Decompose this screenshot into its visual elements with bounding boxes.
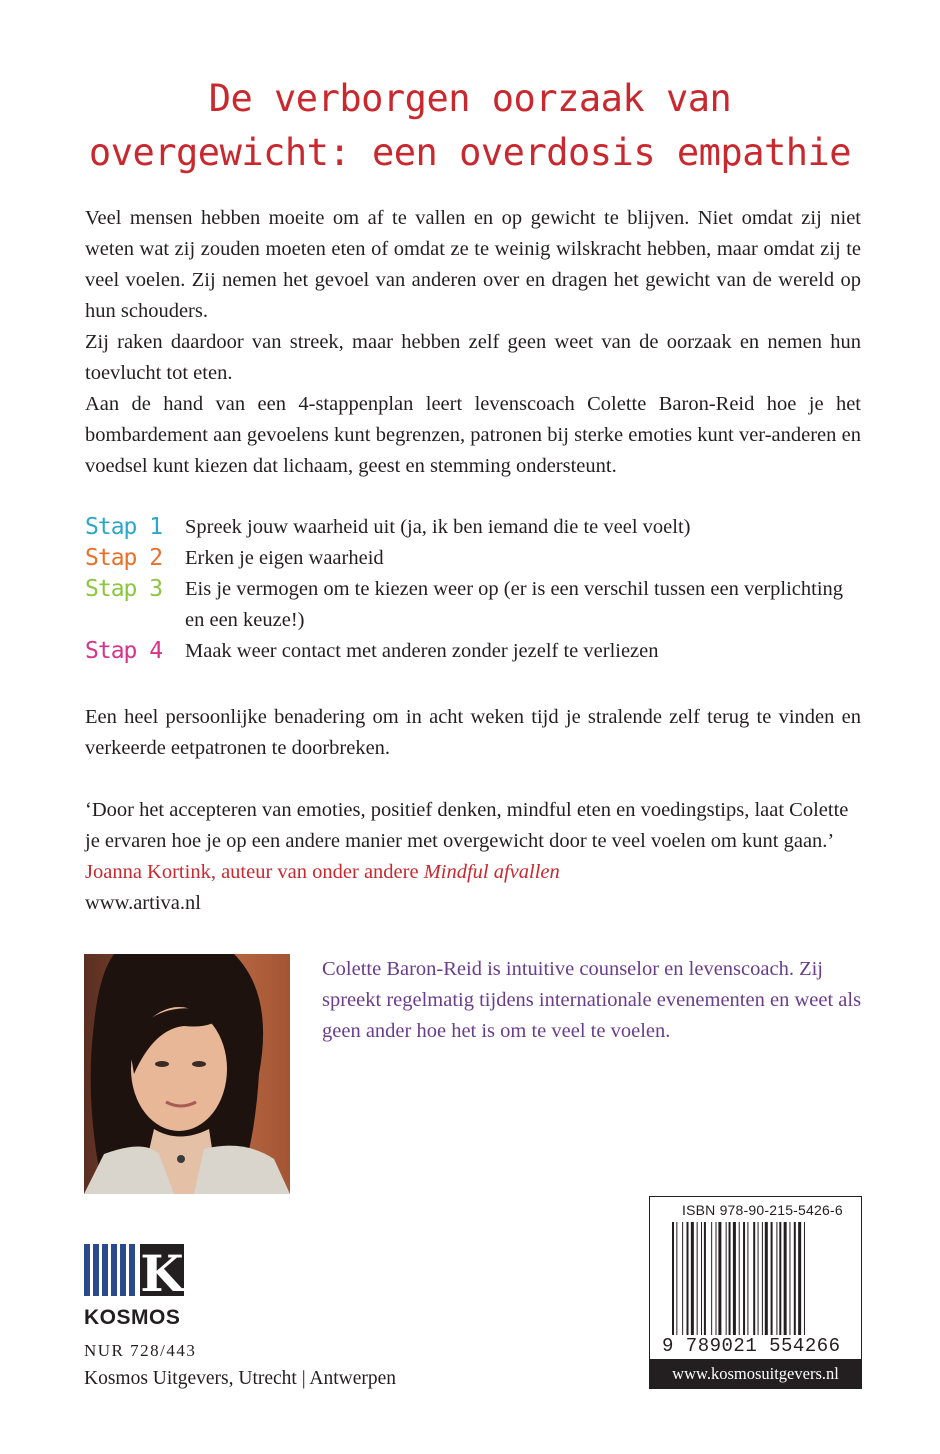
barcode-bar: [716, 1222, 717, 1337]
quote-author: Joanna Kortink, auteur van onder andere: [85, 861, 419, 883]
barcode-bar: [779, 1222, 781, 1337]
step-label: Stap 1: [85, 514, 163, 540]
nur-code: NUR 728/443: [84, 1341, 197, 1360]
barcode-bar: [697, 1222, 698, 1337]
kosmos-logo-icon: [84, 1241, 194, 1305]
barcode-bar: [687, 1222, 689, 1337]
step-item: [85, 636, 861, 667]
step-label: Stap 4: [85, 638, 163, 664]
step-label: Stap 2: [85, 545, 163, 571]
publisher-website[interactable]: www.kosmosuitgevers.nl: [649, 1359, 862, 1389]
logo-name: KOSMOS: [84, 1306, 181, 1329]
barcode-bar: [762, 1222, 763, 1337]
quote-book-title: Mindful afvallen: [423, 861, 560, 883]
barcode-bar: [765, 1222, 768, 1337]
website-link[interactable]: www.artiva.nl: [85, 892, 201, 914]
kosmos-logo: [84, 1241, 194, 1330]
barcode-bar: [729, 1222, 731, 1337]
publisher-line: Kosmos Uitgevers, Utrecht | Antwerpen: [84, 1368, 397, 1389]
barcode-bar: [718, 1222, 721, 1337]
barcode-bar: [771, 1222, 773, 1337]
step-text: Erken je eigen waarheid: [185, 547, 384, 569]
barcode-bar: [691, 1222, 694, 1337]
barcode-bar: [701, 1222, 702, 1337]
barcode-bar: [739, 1222, 740, 1337]
barcode-bar: [804, 1222, 805, 1337]
barcode-bar: [676, 1222, 677, 1337]
step-label: Stap 3: [85, 576, 163, 602]
barcode-bar: [743, 1222, 745, 1337]
steps-list: [85, 512, 861, 667]
intro-paragraph-3: Aan de hand van een 4-stappenplan leert levenscoach Colette Baron-Reid hoe je het bombardement aan gevoelens kunt begrenzen, patronen bij sterke emoties kunt ver-anderen en voedsel kunt kiezen dat lichaam, geest en stemming ondersteunt.: [85, 393, 861, 477]
quote-text: ‘Door het accepteren van emoties, positief denken, mindful eten en voedingstips, laat Colette je ervaren hoe je op een andere manier met overgewicht door te veel voelen om kunt gaan.’: [85, 799, 849, 852]
author-photo: [84, 954, 290, 1194]
intro-paragraph-1: Veel mensen hebben moeite om af te vallen en op gewicht te blijven. Niet omdat zij niet weten wat zij zouden moeten eten of omdat ze te weinig wilskracht hebben, maar omdat zij te veel voelen. Zij nemen het gevoel van anderen over en dragen het gewicht van de wereld op hun schouders.: [85, 207, 861, 322]
barcode-bar: [798, 1222, 801, 1337]
barcode-bar: [726, 1222, 727, 1337]
barcode-digits: 9 789021 554266: [662, 1335, 841, 1357]
step-text: Eis je vermogen om te kiezen weer op (er is een verschil tussen een verplichting en een keuze!): [185, 578, 844, 631]
author-portrait-image: [84, 954, 290, 1194]
summary-text: Een heel persoonlijke benadering om in acht weken tijd je stralende zelf terug te vinden en verkeerde eetpatronen te doorbreken.: [85, 706, 861, 759]
step-text: Spreek jouw waarheid uit (ja, ik ben iemand die te veel voelt): [185, 516, 691, 538]
barcode-bar: [672, 1222, 674, 1337]
step-item: [85, 574, 861, 636]
logo-letter: K: [140, 1244, 184, 1303]
barcode-bar: [784, 1222, 787, 1337]
author-bio: Colette Baron-Reid is intuitive counselor en levenscoach. Zij spreekt regelmatig tijdens internationale evenementen en weet als geen ander hoe het is om te veel te voelen.: [322, 958, 862, 1042]
barcode-bar: [747, 1222, 748, 1337]
barcode-bar: [758, 1222, 759, 1337]
intro-paragraph-2: Zij raken daardoor van streek, maar hebben zelf geen weet van de oorzaak en nemen hun toevlucht tot eten.: [85, 331, 861, 384]
step-item: [85, 512, 861, 543]
step-item: [85, 543, 861, 574]
step-text: Maak weer contact met anderen zonder jezelf te verliezen: [185, 640, 659, 662]
barcode-bar: [704, 1222, 706, 1337]
quote-block: [85, 795, 861, 919]
barcode-bar: [711, 1222, 712, 1337]
barcode-bar: [776, 1222, 777, 1337]
barcode-bar: [733, 1222, 736, 1337]
title-line-1: De verborgen oorzaak van: [208, 77, 732, 120]
isbn-text: ISBN 978-90-215-5426-6: [682, 1202, 843, 1218]
intro-text: [85, 203, 861, 482]
barcode-icon: [672, 1222, 842, 1337]
title-line-2: overgewicht: een overdosis empathie: [88, 131, 852, 174]
barcode-bar: [753, 1222, 755, 1337]
barcode-bar: [682, 1222, 683, 1337]
barcode-bar: [794, 1222, 796, 1337]
book-title: [0, 72, 940, 180]
barcode-bar: [789, 1222, 790, 1337]
